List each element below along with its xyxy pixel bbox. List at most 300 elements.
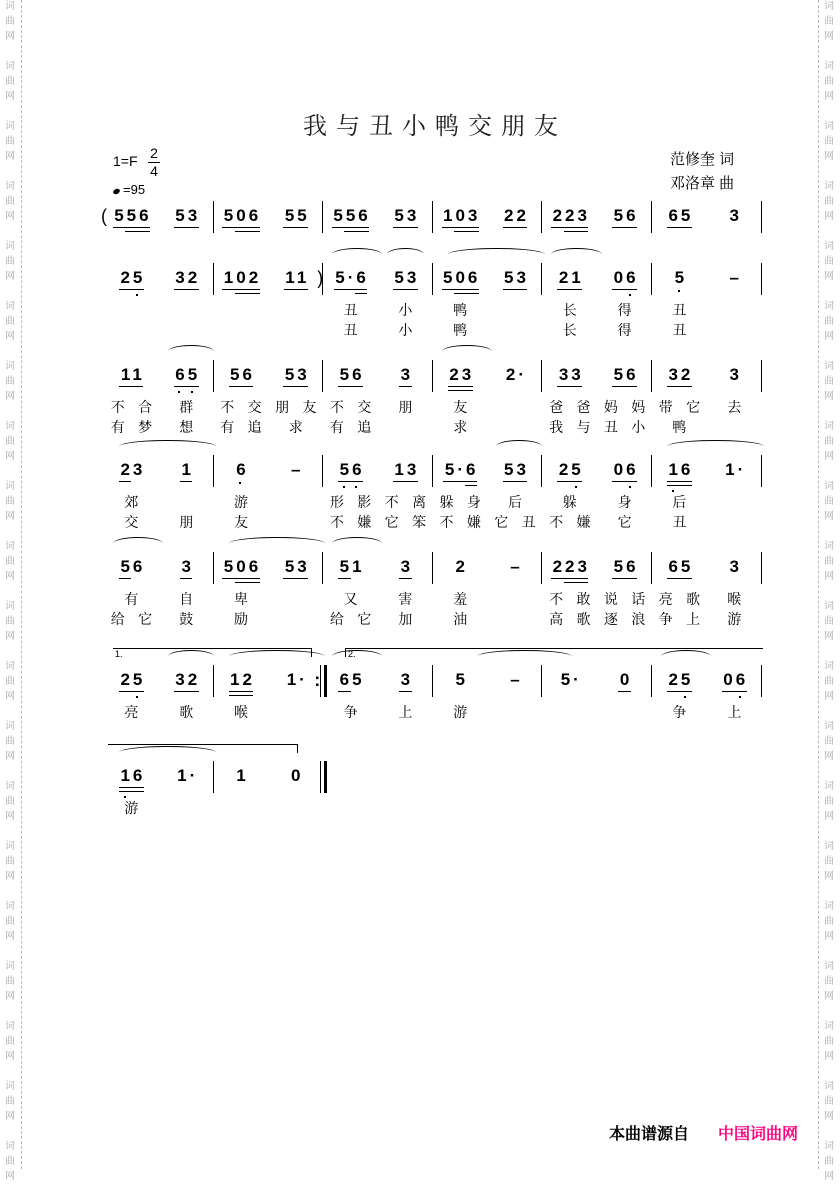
beat xyxy=(707,365,762,395)
lyric-char: 不 xyxy=(549,515,564,531)
lyric-line-2 xyxy=(159,609,214,629)
lyric-line-1 xyxy=(652,492,707,512)
underline xyxy=(576,578,588,579)
lyric-char: 合 xyxy=(138,400,153,416)
note-group: 56 xyxy=(611,558,639,576)
underline xyxy=(442,289,454,290)
tempo-value: =95 xyxy=(123,182,146,197)
lyric-line-1 xyxy=(652,397,707,417)
underline xyxy=(576,227,588,228)
watermark-text: 词 曲 网 xyxy=(5,1141,15,1182)
measure xyxy=(652,557,762,647)
lyric-char: 不 xyxy=(110,400,125,416)
slur xyxy=(667,440,763,453)
beat xyxy=(214,460,269,490)
lyric-char: 敢 xyxy=(576,592,591,608)
underline xyxy=(222,289,234,290)
beat xyxy=(159,206,214,236)
slur xyxy=(551,248,601,261)
underline xyxy=(515,481,527,482)
beat xyxy=(104,268,159,298)
note-group: 25 xyxy=(665,671,693,689)
lyric-line-2 xyxy=(488,512,543,532)
lyric-char: 躲 xyxy=(562,495,577,511)
underline xyxy=(229,386,241,387)
lyric-char: 嫌 xyxy=(466,515,481,531)
note-group: 3 xyxy=(729,365,742,384)
underline xyxy=(247,582,259,583)
underline xyxy=(241,695,253,696)
lyric-char: 长 xyxy=(562,303,577,319)
lyric-line-2 xyxy=(268,417,323,437)
watermark-text: 词 曲 网 xyxy=(5,661,15,702)
note-group: 53 xyxy=(391,207,419,225)
underline xyxy=(612,578,624,579)
underline xyxy=(503,227,515,228)
beat xyxy=(323,460,378,490)
underline xyxy=(296,227,308,228)
underline xyxy=(570,289,582,290)
underline xyxy=(186,386,198,387)
underline xyxy=(570,386,582,387)
lyric-line-1 xyxy=(433,300,488,320)
underline xyxy=(283,578,295,579)
underline xyxy=(247,578,259,579)
lyric-char: 长 xyxy=(562,323,577,339)
beat xyxy=(104,365,159,395)
lyric-char: 群 xyxy=(179,400,194,416)
lyric-char: 离 xyxy=(412,495,427,511)
beat xyxy=(214,670,269,700)
beat xyxy=(433,557,488,587)
lyric-char: 亮 xyxy=(124,705,139,721)
lyric-char: 油 xyxy=(453,612,468,628)
note-group: 556 xyxy=(330,207,370,225)
underline xyxy=(180,578,192,579)
underline xyxy=(125,227,137,228)
underline xyxy=(679,227,691,228)
lyric-char: 加 xyxy=(398,612,413,628)
lyric-line-1 xyxy=(597,300,652,320)
beat xyxy=(214,268,269,298)
lyric-char: 它 xyxy=(494,515,509,531)
lyric-char: 交 xyxy=(357,400,372,416)
lyric-char: 身 xyxy=(617,495,632,511)
underline xyxy=(247,227,259,228)
slur xyxy=(332,650,382,663)
note-group: 5 xyxy=(672,269,687,287)
low-octave-dot xyxy=(343,486,345,488)
low-octave-dot xyxy=(191,391,193,393)
bar-line xyxy=(761,201,762,233)
note-group: 3 xyxy=(398,558,413,576)
underline xyxy=(119,481,131,482)
underline xyxy=(667,485,679,486)
beat xyxy=(104,766,159,796)
lyric-line-1 xyxy=(104,492,159,512)
measure xyxy=(214,365,324,455)
slur xyxy=(229,537,325,550)
note-group: 5 xyxy=(455,670,468,689)
underline xyxy=(679,485,691,486)
underline xyxy=(355,289,367,290)
note-group: 06 xyxy=(611,269,639,287)
lyric-line-1 xyxy=(433,397,488,417)
beat xyxy=(597,268,652,298)
beat xyxy=(597,557,652,587)
note-group: 25 xyxy=(117,269,145,287)
note-group: 65 xyxy=(337,671,365,689)
underline xyxy=(296,386,308,387)
measure xyxy=(542,557,652,647)
underline xyxy=(667,386,679,387)
slur xyxy=(113,537,163,550)
note-group: – xyxy=(729,268,742,287)
underline xyxy=(332,227,344,228)
lyric-char: 有 xyxy=(110,420,125,436)
lyric-line-2 xyxy=(159,417,214,437)
lyric-char: 丑 xyxy=(343,303,358,319)
underline xyxy=(454,227,466,228)
beat xyxy=(597,365,652,395)
lyric-line-2 xyxy=(104,609,159,629)
lyric-char: 鸭 xyxy=(453,303,468,319)
underline xyxy=(393,227,405,228)
note-group: 1· xyxy=(177,766,199,785)
lyric-char: 朋 xyxy=(398,400,413,416)
underline xyxy=(612,481,624,482)
lyric-char: 小 xyxy=(398,323,413,339)
lyric-char: 上 xyxy=(686,612,701,628)
watermark-text: 词 曲 网 xyxy=(5,601,15,642)
underline xyxy=(174,691,186,692)
beat xyxy=(159,365,214,395)
volta-label: 1. xyxy=(115,649,123,659)
lyric-line-1 xyxy=(323,492,378,512)
underline xyxy=(442,227,454,228)
lyric-char: 妈 xyxy=(603,400,618,416)
underline xyxy=(247,289,259,290)
measure xyxy=(323,365,433,455)
note-group: 13 xyxy=(391,461,419,479)
lyric-char: 丑 xyxy=(672,323,687,339)
lyric-char: 有 xyxy=(220,420,235,436)
lyric-char: 歌 xyxy=(179,705,194,721)
note-group: 3 xyxy=(178,558,193,576)
measure xyxy=(104,766,214,856)
lyric-char: 有 xyxy=(329,420,344,436)
underline xyxy=(465,485,477,486)
note-group: 23 xyxy=(117,461,145,479)
beat xyxy=(652,460,707,490)
note-group: 56 xyxy=(337,366,365,384)
underline xyxy=(235,227,247,228)
lyric-line-2 xyxy=(214,417,269,437)
lyric-line-1 xyxy=(159,397,214,417)
measure xyxy=(542,365,652,455)
lyric-char: 说 xyxy=(603,592,618,608)
measure xyxy=(104,557,214,647)
lyric-char: 后 xyxy=(672,495,687,511)
lyric-char: 笨 xyxy=(412,515,427,531)
watermark-text: 词 曲 网 xyxy=(5,121,15,162)
beat xyxy=(104,206,159,236)
note-group: – xyxy=(510,670,523,689)
lyric-line-2 xyxy=(433,320,488,340)
underline xyxy=(119,289,131,290)
lyric-line-1 xyxy=(542,589,597,609)
underline xyxy=(351,386,363,387)
lyric-line-2 xyxy=(323,320,378,340)
slur xyxy=(229,650,325,663)
underline xyxy=(357,227,369,228)
lyric-char: 交 xyxy=(247,400,262,416)
note-group: 06 xyxy=(611,461,639,479)
underline xyxy=(241,691,253,692)
lyric-line-2 xyxy=(433,609,488,629)
underline xyxy=(296,578,308,579)
underline xyxy=(612,289,624,290)
underline xyxy=(570,481,582,482)
note-group: 1 xyxy=(178,461,193,479)
beat xyxy=(433,670,488,700)
watermark-text: 词 曲 网 xyxy=(5,901,15,942)
note-group: 1· xyxy=(725,460,747,479)
measure xyxy=(542,460,652,550)
lyric-line-1 xyxy=(542,492,597,512)
note-group: 506 xyxy=(221,207,261,225)
note-group: 23 xyxy=(446,366,474,384)
lyric-char: 郊 xyxy=(124,495,139,511)
beat xyxy=(378,670,433,700)
note-group: 51 xyxy=(337,558,365,576)
note-group: 12 xyxy=(227,671,255,689)
lyric-line-2 xyxy=(652,512,707,532)
lyric-line-1 xyxy=(707,397,762,417)
lyric-char: 鼓 xyxy=(179,612,194,628)
lyric-char: 鸭 xyxy=(453,323,468,339)
lyric-char: 话 xyxy=(631,592,646,608)
lyric-line-1 xyxy=(542,397,597,417)
lyric-line-1 xyxy=(323,589,378,609)
lyric-char: 不 xyxy=(549,592,564,608)
bar-line xyxy=(761,263,762,295)
beat xyxy=(214,766,269,796)
beat xyxy=(323,670,378,700)
lyric-char: 游 xyxy=(727,612,742,628)
beat xyxy=(597,670,652,700)
note-group: 11 xyxy=(118,366,145,384)
underline xyxy=(241,386,253,387)
watermark-text: 词 曲 网 xyxy=(824,361,834,402)
underline xyxy=(119,787,131,788)
underline xyxy=(247,231,259,232)
watermark-text: 词 曲 网 xyxy=(824,181,834,222)
note-group: 65 xyxy=(665,558,693,576)
underline xyxy=(503,481,515,482)
watermark-text: 词 曲 网 xyxy=(5,1081,15,1122)
lyric-char: 歌 xyxy=(576,612,591,628)
slur xyxy=(661,650,711,663)
score-row xyxy=(0,766,840,856)
underline xyxy=(138,231,150,232)
note-group: – xyxy=(291,460,304,479)
close-paren: ) xyxy=(317,268,324,288)
underline xyxy=(119,791,131,792)
beat xyxy=(159,670,214,700)
beat xyxy=(707,206,762,236)
lyric-line-2 xyxy=(104,417,159,437)
underline xyxy=(131,791,143,792)
lyric-char: 它 xyxy=(617,515,632,531)
note-group: 32 xyxy=(665,366,693,384)
footer-site-link[interactable]: 中国词曲网 xyxy=(718,1124,799,1143)
watermark-text: 词 曲 网 xyxy=(5,841,15,882)
note-group: 53 xyxy=(282,366,310,384)
watermark-text: 词 曲 网 xyxy=(5,481,15,522)
beat xyxy=(378,365,433,395)
low-octave-dot xyxy=(684,696,686,698)
lyric-char: 妈 xyxy=(631,400,646,416)
beat xyxy=(488,557,543,587)
lyric-line-2 xyxy=(542,320,597,340)
beat xyxy=(323,557,378,587)
underline xyxy=(247,293,259,294)
lyric-char: 与 xyxy=(576,420,591,436)
watermark-text: 词 曲 网 xyxy=(5,181,15,222)
note-group: – xyxy=(510,557,523,576)
lyric-line-1 xyxy=(104,702,159,722)
note-group: 21 xyxy=(556,269,584,287)
note-group: 223 xyxy=(550,207,590,225)
underline xyxy=(186,289,198,290)
repeat-bar-line xyxy=(320,665,321,697)
beat xyxy=(652,206,707,236)
underline xyxy=(625,289,637,290)
lyric-char: 喉 xyxy=(727,592,742,608)
note-group: 06 xyxy=(720,671,748,689)
note-group: 506 xyxy=(221,558,261,576)
underline xyxy=(393,481,405,482)
lyric-line-1 xyxy=(378,702,433,722)
lyric-char: 高 xyxy=(549,612,564,628)
underline xyxy=(667,481,679,482)
note-group: 53 xyxy=(501,269,529,287)
lyric-line-1 xyxy=(268,397,323,417)
tempo-marking xyxy=(113,182,145,197)
note-group: 65 xyxy=(665,207,693,225)
note-group: 56 xyxy=(117,558,145,576)
lyric-char: 丑 xyxy=(521,515,536,531)
note-group: 32 xyxy=(172,269,200,287)
beat xyxy=(652,268,707,298)
watermark-text: 词 曲 网 xyxy=(824,241,834,282)
lyric-char: 它 xyxy=(138,612,153,628)
underline xyxy=(460,386,472,387)
lyric-line-1 xyxy=(378,589,433,609)
underline xyxy=(131,787,143,788)
watermark-text: 词 曲 网 xyxy=(5,361,15,402)
low-octave-dot xyxy=(355,486,357,488)
slur xyxy=(332,248,382,261)
underline xyxy=(338,691,350,692)
lyric-line-1 xyxy=(652,300,707,320)
lyric-char: 害 xyxy=(398,592,413,608)
watermark-text: 词 曲 网 xyxy=(5,1021,15,1062)
note-group: 556 xyxy=(111,207,151,225)
underline xyxy=(466,289,478,290)
underline xyxy=(722,691,734,692)
time-signature xyxy=(148,145,160,180)
watermark-text: 词 曲 网 xyxy=(5,721,15,762)
lyric-line-2 xyxy=(433,417,488,437)
lyric-line-2 xyxy=(323,512,378,532)
slur xyxy=(119,440,215,453)
lyric-line-1 xyxy=(542,300,597,320)
measure xyxy=(214,268,324,358)
beat xyxy=(652,670,707,700)
low-octave-dot xyxy=(178,391,180,393)
slur xyxy=(477,650,572,663)
underline xyxy=(235,231,247,232)
note-group: 55 xyxy=(282,207,310,225)
note-group: 56 xyxy=(337,461,365,479)
lyric-char: 上 xyxy=(398,705,413,721)
note-group: 32 xyxy=(172,671,200,689)
beat xyxy=(542,557,597,587)
lyric-line-2 xyxy=(652,417,707,437)
lyric-line-2 xyxy=(378,609,433,629)
measure xyxy=(542,268,652,358)
lyric-char: 逐 xyxy=(603,612,618,628)
note-group: 102 xyxy=(221,269,261,287)
lyric-char: 得 xyxy=(617,303,632,319)
lyric-line-1 xyxy=(378,397,433,417)
watermark-text: 词 曲 网 xyxy=(5,61,15,102)
bar-line xyxy=(761,455,762,487)
lyric-char: 躲 xyxy=(439,495,454,511)
watermark-text: 词 曲 网 xyxy=(5,241,15,282)
underline xyxy=(138,227,150,228)
lyric-char: 嫌 xyxy=(357,515,372,531)
lyric-char: 给 xyxy=(329,612,344,628)
lyric-line-1 xyxy=(488,492,543,512)
watermark-text: 词 曲 网 xyxy=(824,541,834,582)
underline xyxy=(186,691,198,692)
lyric-char: 励 xyxy=(233,612,248,628)
underline xyxy=(229,695,241,696)
beat xyxy=(323,206,378,236)
lyric-char: 丑 xyxy=(343,323,358,339)
underline xyxy=(612,227,624,228)
low-octave-dot xyxy=(575,486,577,488)
underline xyxy=(405,481,417,482)
beat xyxy=(323,365,378,395)
beat xyxy=(488,670,543,700)
lyric-char: 它 xyxy=(357,612,372,628)
beat xyxy=(488,365,543,395)
beat xyxy=(378,206,433,236)
lyric-line-2 xyxy=(378,512,433,532)
watermark-text: 词 曲 网 xyxy=(824,721,834,762)
underline xyxy=(131,386,143,387)
beat xyxy=(159,460,214,490)
measure xyxy=(542,670,652,760)
underline xyxy=(465,481,477,482)
watermark-text: 词 曲 网 xyxy=(824,421,834,462)
underline xyxy=(734,691,746,692)
underline xyxy=(618,691,630,692)
